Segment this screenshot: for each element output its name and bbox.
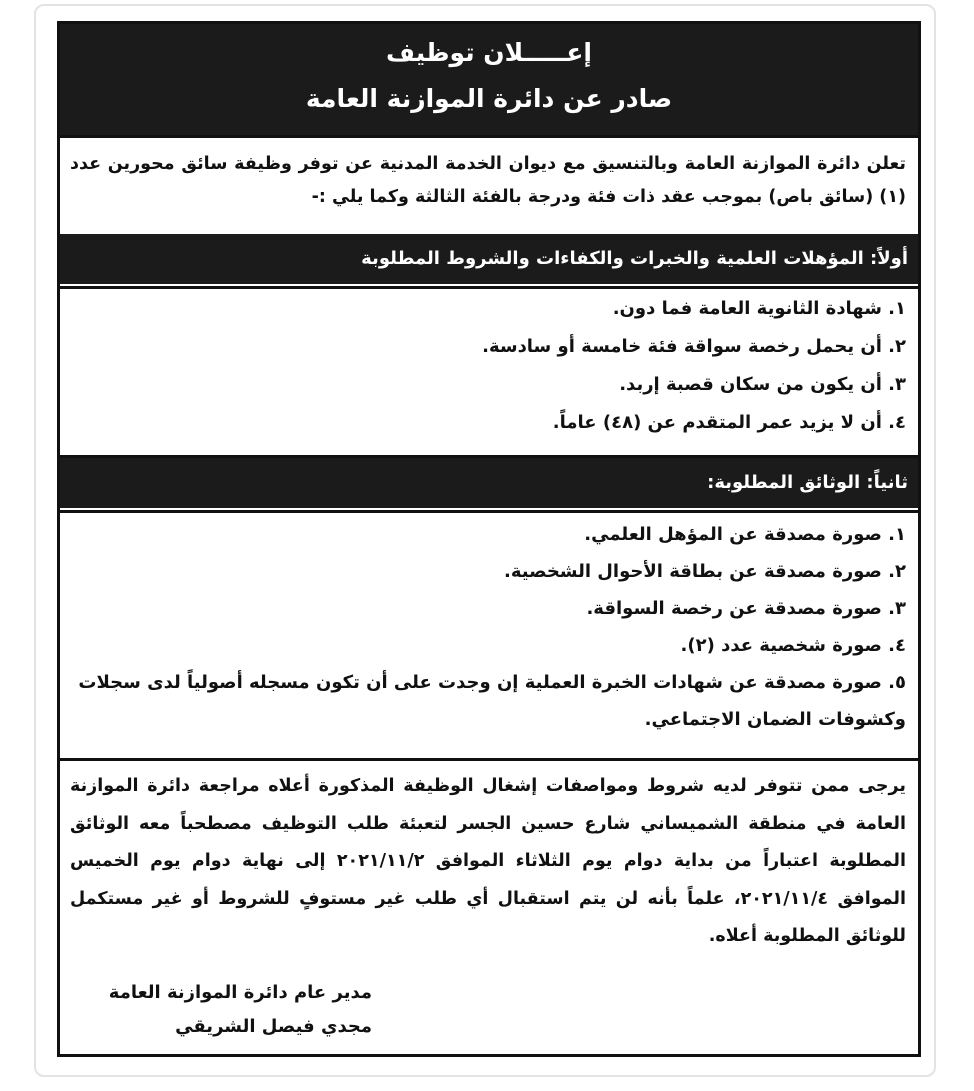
signature-name: مجدي فيصل الشريقي bbox=[175, 1016, 372, 1037]
documents-list bbox=[70, 516, 906, 738]
list-item: ١. شهادة الثانوية العامة فما دون. bbox=[612, 298, 906, 319]
signature-title: مدير عام دائرة الموازنة العامة bbox=[108, 982, 372, 1003]
section1-heading: أولاً: المؤهلات العلمية والخبرات والكفاءات والشروط المطلوبة bbox=[60, 234, 918, 284]
section2-heading: ثانياً: الوثائق المطلوبة: bbox=[60, 458, 918, 508]
divider bbox=[60, 286, 918, 289]
list-item: ٤. أن لا يزيد عمر المتقدم عن (٤٨) عاماً. bbox=[552, 412, 906, 433]
list-item: ٣. أن يكون من سكان قصبة إربد. bbox=[619, 374, 906, 395]
announcement-header bbox=[60, 24, 918, 138]
signature-block bbox=[72, 976, 372, 1044]
closing-paragraph: يرجى ممن تتوفر لديه شروط ومواصفات إشغال الوظيفة المذكورة أعلاه مراجعة دائرة الموازنة العامة في منطقة الشميساني شارع حسين الجسر لتعبئة طلب التوظيف مصطحباً معه الوثائق المطلوبة اعتباراً من بداية دوام يوم الثلاثاء الموافق ٢٠٢١/١١/٢ إلى نهاية دوام يوم الخميس الموافق ٢٠٢١/١١/٤، علماً بأنه لن يتم استقبال أي طلب غير مستوفٍ للشروط أو غير مستكمل للوثائق المطلوبة أعلاه. bbox=[70, 776, 906, 946]
divider bbox=[60, 135, 918, 138]
announcement-subtitle: صادر عن دائرة الموازنة العامة bbox=[305, 84, 673, 113]
list-item: ٤. صورة شخصية عدد (٢). bbox=[680, 635, 906, 656]
list-item: ٢. أن يحمل رخصة سواقة فئة خامسة أو سادسة. bbox=[482, 336, 906, 357]
qualifications-list bbox=[70, 290, 906, 442]
list-item: ١. صورة مصدقة عن المؤهل العلمي. bbox=[584, 524, 906, 545]
announcement-frame bbox=[57, 21, 921, 1057]
divider bbox=[60, 510, 918, 513]
list-item: ٢. صورة مصدقة عن بطاقة الأحوال الشخصية. bbox=[503, 561, 906, 582]
list-item: ٣. صورة مصدقة عن رخصة السواقة. bbox=[586, 598, 906, 619]
intro-paragraph: تعلن دائرة الموازنة العامة وبالتنسيق مع ديوان الخدمة المدنية عن توفر وظيفة سائق محورين عدد (١) (سائق باص) بموجب عقد ذات فئة ودرجة بالفئة الثالثة وكما يلي :- bbox=[70, 154, 906, 207]
list-item: ٥. صورة مصدقة عن شهادات الخبرة العملية إن وجدت على أن تكون مسجله أصولياً لدى سجلات وكشوفات الضمان الاجتماعي. bbox=[78, 672, 906, 730]
divider bbox=[60, 758, 918, 761]
announcement-title: إعـــــلان توظيف bbox=[386, 38, 592, 67]
